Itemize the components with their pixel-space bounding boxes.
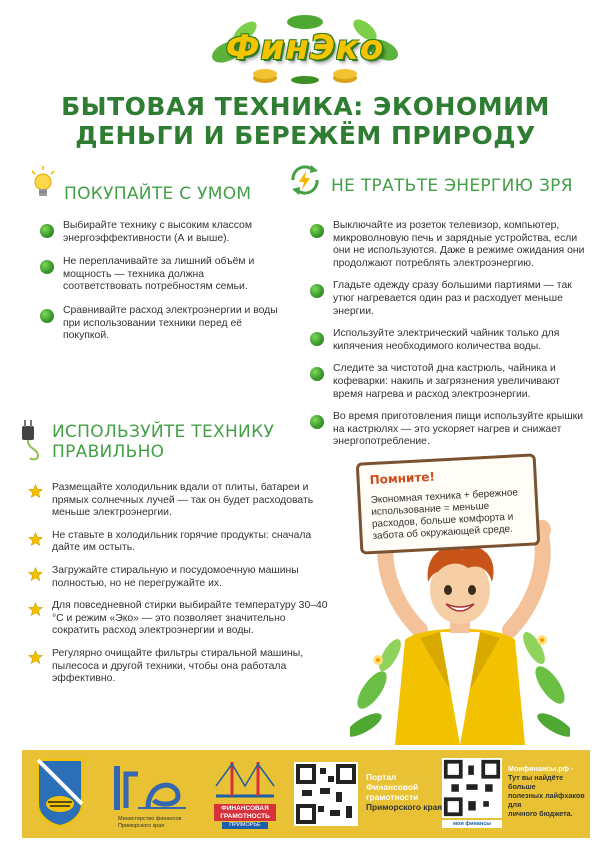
star-icon — [28, 650, 43, 665]
list-item: Размещайте холодильник вдали от плиты, батареи и прямых солнечных лучей — так он будет расходовать меньше электроэнергии. — [28, 482, 328, 520]
green-dot-icon — [310, 367, 324, 381]
list-item: Используйте электрический чайник только для кипячения необходимого количества воды. — [310, 328, 588, 353]
lightbulb-icon — [30, 166, 56, 202]
moifin-caption: Моифинансы.рф - Тут вы найдёте больше полезных лайфхаков для личного бюджета. — [508, 764, 585, 818]
page-title-line-1: БЫТОВАЯ ТЕХНИКА: ЭКОНОМИМ — [61, 92, 550, 121]
section-use-header — [16, 418, 274, 462]
section-energy-title: НЕ ТРАТЬТЕ ЭНЕРГИЮ ЗРЯ — [331, 176, 573, 196]
bridge-icon — [212, 756, 278, 806]
logo-text: ФинЭко — [225, 28, 385, 68]
page-title-line-2: ДЕНЬГИ И БЕРЕЖЁМ ПРИРОДУ — [75, 121, 536, 150]
portal-caption: Портал Финансовой грамотности Приморского края — [366, 772, 443, 812]
green-dot-icon — [310, 284, 324, 298]
section-use-title: ИСПОЛЬЗУЙТЕ ТЕХНИКУ ПРАВИЛЬНО — [52, 422, 275, 462]
list-item: Сравнивайте расход электроэнергии и воды при использовании техники перед её покупкой. — [40, 305, 280, 343]
qr-code-icon — [442, 758, 502, 818]
section-use-list — [28, 482, 328, 696]
list-item: Не ставьте в холодильник горячие продукты: сначала дайте им остыть. — [28, 530, 328, 555]
section-energy-list — [310, 220, 588, 459]
coat-of-arms-icon — [36, 758, 84, 828]
green-dot-icon — [40, 224, 54, 238]
energy-cycle-icon — [287, 162, 323, 198]
financial-literacy-badge — [212, 756, 278, 832]
section-energy-header — [287, 162, 573, 198]
list-item: Выбирайте технику с высоким классом энергоэффективности (А и выше). — [40, 220, 280, 245]
ministry-logo-icon — [108, 760, 188, 814]
section-buy-list — [40, 220, 280, 354]
list-item: Загружайте стиральную и посудомоечную машины полностью, но не перегружайте их. — [28, 565, 328, 590]
green-dot-icon — [310, 415, 324, 429]
moifin-label: мои финансы — [442, 820, 502, 828]
list-item: Гладьте одежду сразу большими партиями — так утюг нагревается один раз и расходует меньше энергии. — [310, 280, 588, 318]
star-icon — [28, 567, 43, 582]
footer-partners-bar — [22, 750, 590, 838]
person-holding-sign-illustration — [350, 520, 570, 745]
list-item: Не переплачивайте за лишний объём и мощность — техника должна соответствовать потребностям семьи. — [40, 256, 280, 294]
plug-icon — [16, 418, 44, 462]
page-title — [40, 92, 571, 150]
green-dot-icon — [40, 309, 54, 323]
list-item: Во время приготовления пищи используйте крышки на кастрюлях — это ускоряет нагрев и снижает энергопотребление. — [310, 411, 588, 449]
badge-region: ПРИМОРЬЕ — [222, 822, 268, 829]
list-item: Для повседневной стирки выбирайте температуру 30–40 °С и режим «Эко» — это позволяет значительно сократить расход электроэнергии и воды. — [28, 600, 328, 638]
list-item: Регулярно очищайте фильтры стиральной машины, пылесоса и другой техники, чтобы она работала эффективно. — [28, 648, 328, 686]
list-item: Следите за чистотой дна кастрюль, чайника и кофеварки: накипь и загрязнения увеличивают время нагрева и расход электроэнергии. — [310, 363, 588, 401]
green-dot-icon — [310, 332, 324, 346]
remember-title: Помните! — [369, 469, 436, 488]
section-buy-header — [30, 166, 251, 204]
finEco-logo — [205, 12, 405, 84]
remember-sign — [356, 453, 541, 554]
remember-text: Экономная техника + бережное использование = меньше расходов, больше комфорта и забота об окружающей среде. — [370, 487, 519, 542]
star-icon — [28, 484, 43, 499]
green-dot-icon — [40, 260, 54, 274]
section-buy-title: ПОКУПАЙТЕ С УМОМ — [64, 184, 252, 204]
star-icon — [28, 532, 43, 547]
qr-code-icon — [294, 762, 358, 826]
ministry-caption: Министерство финансов Приморского края — [118, 816, 182, 829]
star-icon — [28, 602, 43, 617]
list-item: Выключайте из розеток телевизор, компьютер, микроволновую печь и зарядные устройства, если они не используются. Даже в режиме ожидания они продолжают потреблять электроэнергию. — [310, 220, 588, 270]
badge-text: ФИНАНСОВАЯ ГРАМОТНОСТЬ — [214, 804, 276, 821]
green-dot-icon — [310, 224, 324, 238]
